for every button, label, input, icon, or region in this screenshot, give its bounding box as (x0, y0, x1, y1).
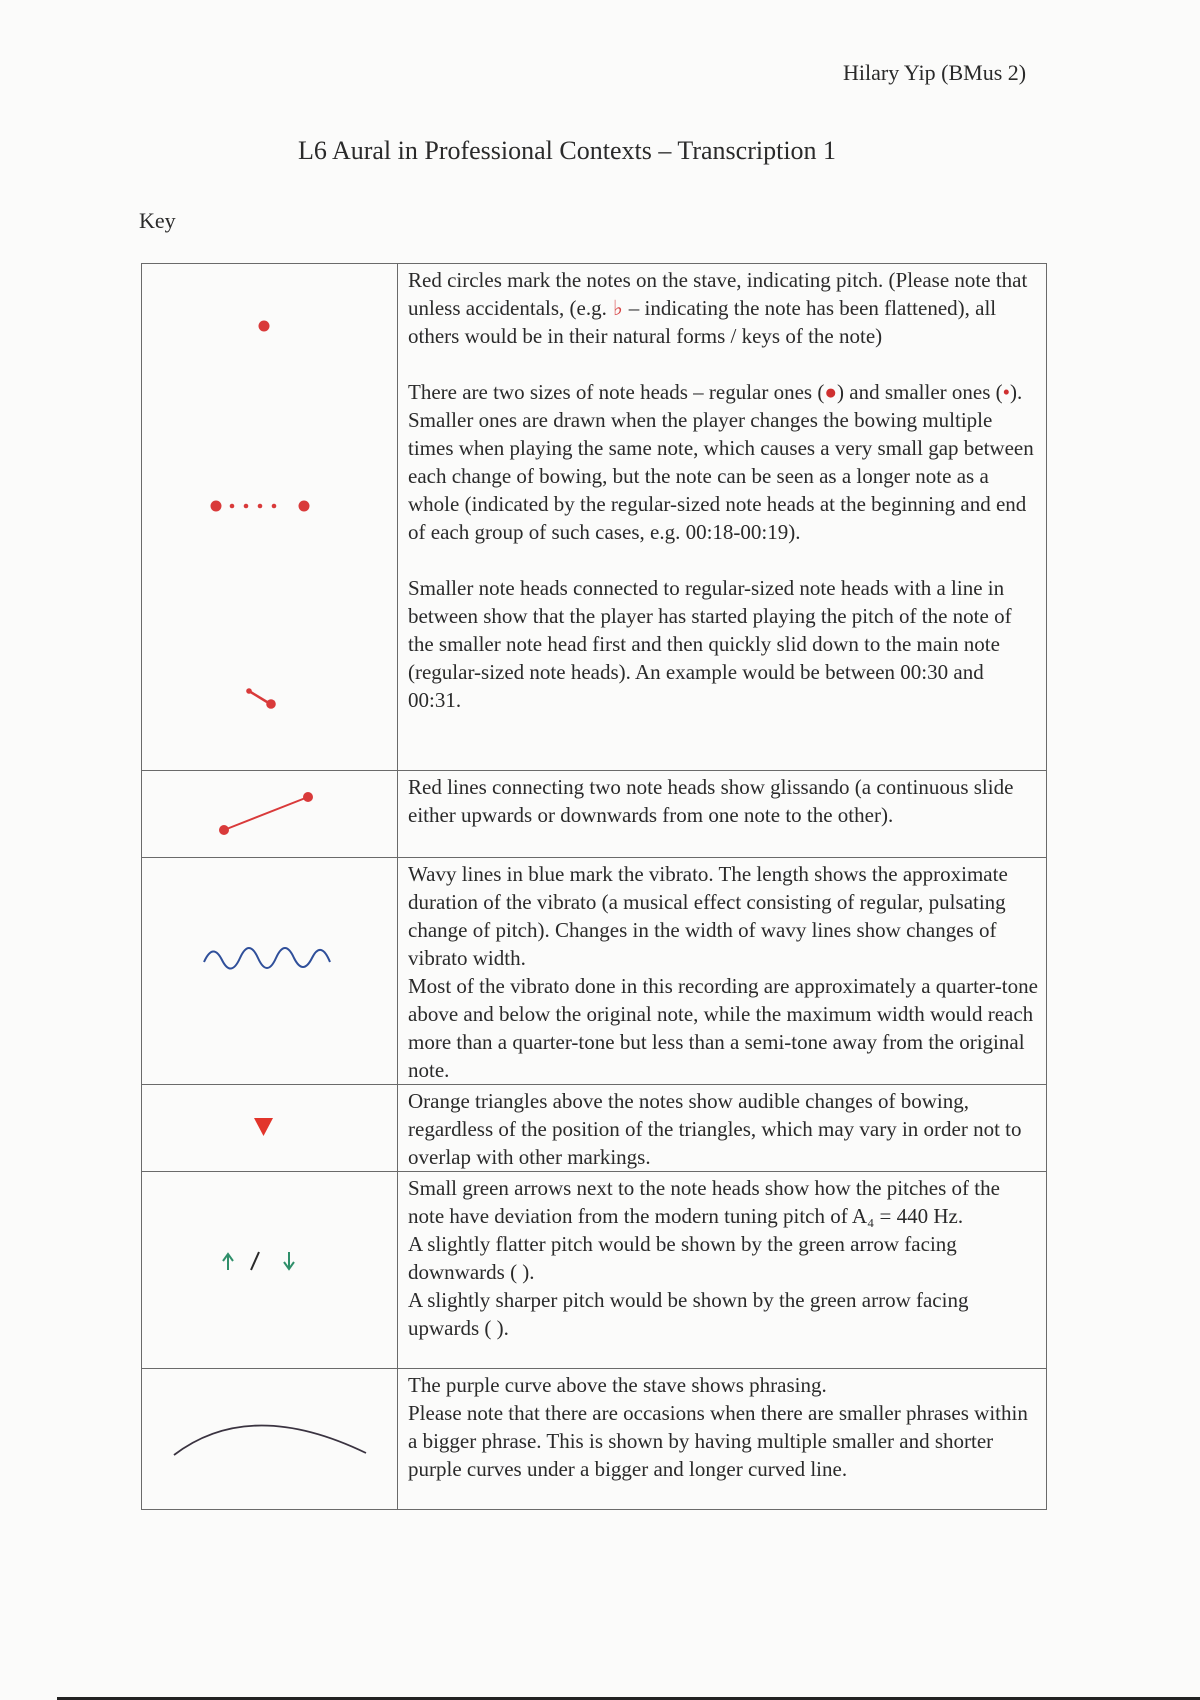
key-row-phrasing (142, 1369, 1047, 1510)
regular-note-head-icon (259, 321, 270, 332)
symbol-cell-vibrato (142, 858, 398, 1085)
description-bowing: Orange triangles above the notes show audible changes of bowing, regardless of the position of the triangles, which may vary in order not to overlap with other markings. (398, 1085, 1047, 1172)
note-head-symbols (142, 264, 397, 770)
key-table (141, 263, 1047, 1510)
phrasing-curve-icon (142, 1369, 397, 1509)
tuning-arrows-symbols (142, 1172, 397, 1368)
key-row-vibrato (142, 858, 1047, 1085)
symbol-cell-tuning (142, 1172, 398, 1369)
key-row-note-heads (142, 264, 1047, 771)
vibrato-wavy-line-icon (142, 858, 397, 1082)
description-vibrato: Wavy lines in blue mark the vibrato. The length shows the approximate duration of the vibrato (a musical effect consisting of regular, pulsating change of pitch). Changes in the width of wavy lines show changes of vibrato width. Most of the vibrato done in this recording are approximately a quarter-tone above and below the original note, while the maximum width would reach more than a quarter-tone but less than a semi-tone away from the original note. (398, 858, 1047, 1085)
symbol-cell-glissando (142, 771, 398, 858)
small-dot-icon: • (1002, 380, 1011, 404)
description-phrasing: The purple curve above the stave shows phrasing. Please note that there are occasions when there are smaller phrases within a bigger phrase. This is shown by having multiple smaller and shorter purple curves under a bigger and longer curved line. (398, 1369, 1047, 1510)
repeated-bowing-note-heads-icon (211, 501, 310, 512)
symbol-cell-phrasing (142, 1369, 398, 1510)
glissando-icon (142, 771, 397, 857)
flat-accidental-icon: ♭ (612, 296, 623, 320)
symbol-cell-bowing (142, 1085, 398, 1172)
key-row-glissando (142, 771, 1047, 858)
slide-in-note-head-icon (246, 688, 276, 709)
arrow-down-icon (284, 1252, 294, 1269)
symbol-cell-note-heads (142, 264, 398, 771)
tuning-pitch-reference: A₄ = 440 Hz. (851, 1204, 964, 1228)
description-note-heads: Red circles mark the notes on the stave, indicating pitch. (Please note that unless accidentals, (e.g. ♭ – indicating the note has been flattened), all others would be in their natural forms / keys of the note) There are two sizes of note heads – regular ones (●) and smaller ones (•). Smaller ones are drawn when the player changes the bowing multiple times when playing the same note, which causes a very small gap between each change of bowing, but the note can be seen as a longer note as a whole (indicated by the regular-sized note heads at the beginning and end of each group of such cases, e.g. 00:18-00:19). Smaller note heads connected to regular-sized note heads with a line in between show that the player has started playing the pitch of the note of the smaller note head first and then quickly slid down to the main note (regular-sized note heads). An example would be between 00:30 and 00:31. (398, 264, 1047, 771)
document-title: L6 Aural in Professional Contexts – Transcription 1 (298, 136, 837, 165)
slash-divider-icon (251, 1252, 259, 1270)
key-heading: Key (139, 208, 176, 233)
bowing-triangle-icon (142, 1085, 397, 1171)
author-name: Hilary Yip (BMus 2) (843, 60, 1027, 85)
key-row-tuning (142, 1172, 1047, 1369)
description-glissando: Red lines connecting two note heads show glissando (a continuous slide either upwards or downwards from one note to the other). (398, 771, 1047, 858)
key-row-bowing (142, 1085, 1047, 1172)
regular-dot-icon: ● (824, 380, 838, 404)
description-tuning: Small green arrows next to the note heads show how the pitches of the note have deviation from the modern tuning pitch of A₄ = 440 Hz. A slightly flatter pitch would be shown by the green arrow facing downwards ( ). A slightly sharper pitch would be shown by the green arrow facing upwards ( ). (398, 1172, 1047, 1369)
arrow-up-icon (223, 1254, 233, 1270)
